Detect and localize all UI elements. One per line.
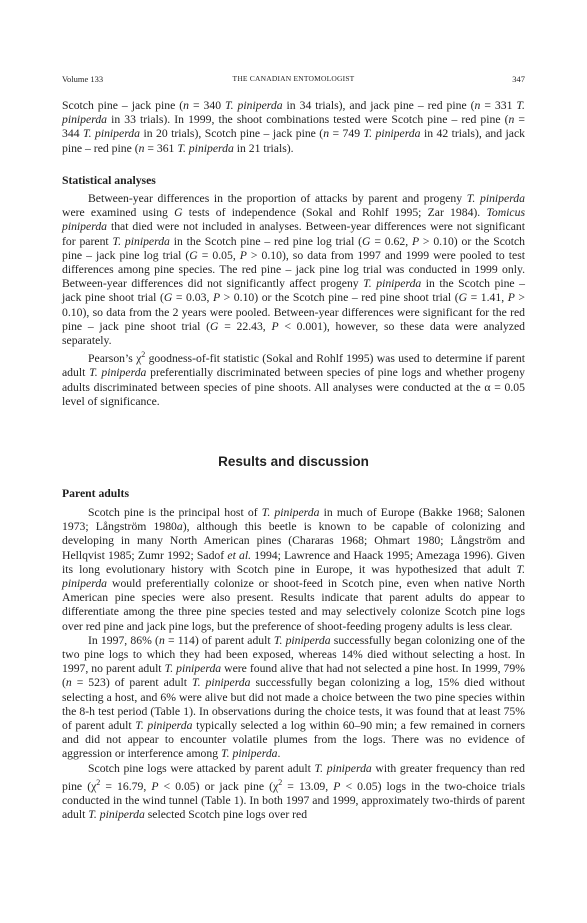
journal-title: THE CANADIAN ENTOMOLOGIST <box>232 74 355 83</box>
section-heading-parent-adults: Parent adults <box>62 487 129 500</box>
statistical-paragraph-1: Between-year differences in the proportion of attacks by parent and progeny T. piniperda were examined using G tests of independence (Sokal and Rohlf 1995; Zar 1984). Tomicus piniperda that died were not included in analyses. Between-year differences were not significant for parent T. piniperda in the Scotch pine – red pine log trial (G = 0.62, P > 0.10) or the Scotch pine – jack pine log trial (G = 0.05, P > 0.10), so data from 1997 and 1999 were pooled to test differences among pine species. The red pine – jack pine log trial was conducted in 1999 only. Between-year differences did not significantly affect progeny T. piniperda in the Scotch pine – jack pine shoot trial (G = 0.03, P > 0.10) or the Scotch pine – red pine shoot trial (G = 1.41, P > 0.10), so data from the 2 years were pooled. Between-year differences were significant for the red pine – jack pine shoot trial (G = 22.43, P < 0.001), however, so these data were analyzed separately. <box>62 192 525 348</box>
parent-paragraph-3: Scotch pine logs were attacked by parent adult T. piniperda with greater frequency than red pine ($\chi^2 = 16.79$, P < 0.05) or jack pine ($\chi^2 = 13.09$, P < 0.05) logs in the two-choice trials conducted in the wind tunnel (Table 1). In both 1997 and 1999, approximately two-thirds of parent adult T. piniperda selected Scotch pine logs over red <box>62 761 526 822</box>
volume-label: Volume 133 <box>62 74 104 84</box>
page-number: 347 <box>512 74 525 84</box>
parent-paragraph-2: In 1997, 86% (n = 114) of parent adult T. piniperda successfully began colonizing one of the two pine logs to which they had been exposed, whereas 14% died without selecting a host. In 1997, no parent adult T. piniperda were found alive that had not selected a pine host. In 1999, 79% (n = 523) of parent adult T. piniperda successfully began colonizing a log, 15% died without selecting a host, and 6% were alive but did not made a choice between the two pine species within the 8-h test period (Table 1). In observations during the choice tests, it was found that at least 75% of parent adult T. piniperda typically selected a log within 60–90 min; a few remained in corners and did not appear to encounter volatile plumes from the logs. There was no evidence of aggression or interference among T. piniperda. <box>62 633 525 761</box>
parent-paragraph-1: Scotch pine is the principal host of T. piniperda in much of Europe (Bakke 1968; Salonen 1973; Långström 1980a), although this beetle is known to be capable of colonizing and developing in many North American pines (Chararas 1968; Ohmart 1980; Långström and Hellqvist 1985; Zumr 1992; Sadof et al. 1994; Lawrence and Haack 1995; Amezaga 1996). Given its long evolutionary history with Scotch pine in Europe, it was hypothesized that adult T. piniperda would preferentially colonize or shoot-feed in Scotch pine, even when native North American pine species were also present. Results indicate that parent adults do appear to differentiate among the three pine species tested and may selectively colonize Scotch pine logs over red pine and jack pine logs, but the preference of shoot-feeding progeny adults is less clear. <box>62 506 526 633</box>
results-discussion-heading: Results and discussion <box>218 454 369 469</box>
section-heading-statistical: Statistical analyses <box>62 174 156 187</box>
statistical-body <box>62 192 525 409</box>
parent-adults-body <box>62 506 525 822</box>
running-header <box>62 74 525 84</box>
intro-paragraph <box>62 99 525 156</box>
statistical-paragraph-2: Pearson’s $\chi^2$ goodness-of-fit statistic (Sokal and Rohlf 1995) was used to determine if parent adult T. piniperda preferentially discriminated between species of pine logs and whether progeny adults discriminated between species of pine shoots. All analyses were conducted at the α = 0.05 level of significance. <box>62 350 525 408</box>
intro-text: Scotch pine – jack pine (n = 340 T. piniperda in 34 trials), and jack pine – red pine (n = 331 T. piniperda in 33 trials). In 1999, the shoot combinations tested were Scotch pine – red pine (n = 344 T. piniperda in 20 trials), Scotch pine – jack pine (n = 749 T. piniperda in 42 trials), and jack pine – red pine (n = 361 T. piniperda in 21 trials). <box>62 99 526 155</box>
